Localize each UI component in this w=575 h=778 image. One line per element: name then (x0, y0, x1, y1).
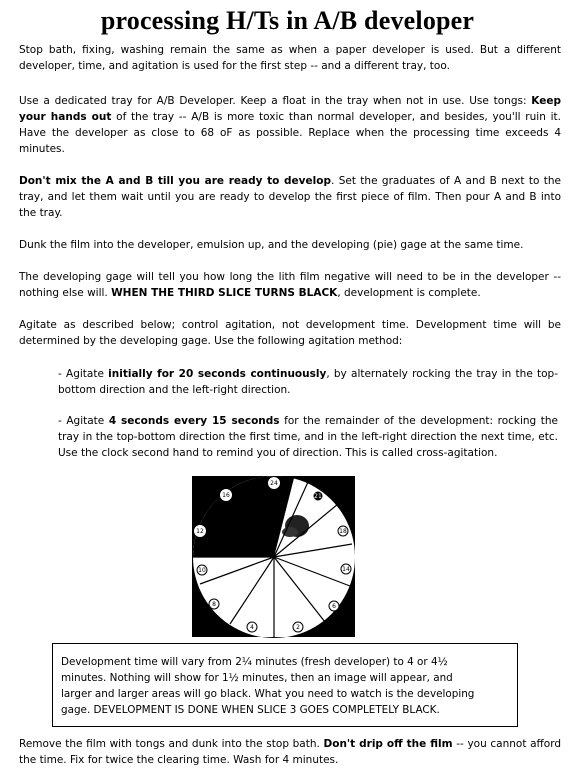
gage-number: 6 (332, 603, 336, 610)
dedicated-tray-paragraph (19, 93, 561, 157)
intro-paragraph: Stop bath, fixing, washing remain the same as when a paper developer is used. But a different developer, time, and agitation is used for the first step -- and a different tray, too. (19, 44, 561, 72)
note-line: larger and larger areas will go black. What you need to watch is the developing (61, 688, 475, 700)
emphasis-text: WHEN THE THIRD SLICE TURNS BLACK (111, 287, 338, 299)
text-run: - Agitate (58, 368, 109, 380)
emphasis-text: Don't drip off the film (323, 738, 453, 750)
development-time-note (52, 643, 518, 727)
emphasis-text: initially for 20 seconds continuously (108, 368, 327, 380)
gage-number: 12 (196, 528, 204, 535)
gage-paragraph (19, 269, 561, 301)
text-run: . Set the graduates of A and B next to the tray, and let them wait until you are ready to develop the first piece of film. Then pour A and B into the tray. (19, 175, 561, 219)
text-run: Use a dedicated tray for A/B Developer. Keep a float in the tray when not in use. Use tongs: (19, 95, 532, 107)
text-run: Remove the film with tongs and dunk into the stop bath. (19, 738, 324, 750)
gage-number: 10 (198, 567, 206, 574)
agitation-step-1 (58, 366, 558, 398)
developing-gage-image (190, 474, 357, 639)
emphasis-text: 4 seconds every 15 seconds (108, 415, 280, 427)
gage-number: 14 (342, 566, 350, 573)
gage-number: 4 (250, 624, 254, 631)
text-run: - Agitate (58, 415, 109, 427)
note-line: minutes. Nothing will show for 1½ minutes, then an image will appear, and (61, 672, 453, 684)
agitation-paragraph: Agitate as described below; control agitation, not development time. Development time will be determined by the developing gage. Use the following agitation method: (19, 319, 561, 347)
gage-number: 2 (296, 624, 300, 631)
text-run: for the remainder of the development: rocking the tray in the top-bottom direction the first time, and in the left-right direction the next time, etc. Use the clock second hand to remind you of direction. This is called cross-agitation. (58, 415, 559, 459)
text-run: -- you cannot afford the time. Fix for twice the clearing time. Wash for 4 minutes. (19, 738, 562, 766)
stop-bath-paragraph (19, 736, 561, 768)
agitation-step-2 (58, 413, 558, 461)
mixing-paragraph (19, 173, 561, 221)
gage-number: 16 (222, 492, 230, 499)
text-run: The developing gage will tell you how long the lith film negative will need to be in the developer -- nothing else will. (19, 271, 561, 299)
text-run: of the tray -- A/B is more toxic than normal developer, and besides, you'll ruin it. Have the developer as close to 68 oF as possible. Replace when the processing time exceeds 4 minutes. (19, 111, 561, 155)
gage-number: 8 (212, 601, 216, 608)
page-title: processing H/Ts in A/B developer (100, 6, 475, 35)
emphasis-text: Don't mix the A and B till you are ready to develop (19, 175, 331, 187)
gage-number: 18 (339, 528, 347, 535)
note-line: gage. DEVELOPMENT IS DONE WHEN SLICE 3 GOES COMPLETELY BLACK. (61, 704, 440, 716)
text-run: , development is complete. (337, 287, 481, 299)
text-run: , by alternately rocking the tray in the top-bottom direction and the left-right direction. (58, 368, 559, 396)
note-line: Development time will vary from 2¼ minutes (fresh developer) to 4 or 4½ (61, 656, 448, 668)
dunk-paragraph: Dunk the film into the developer, emulsion up, and the developing (pie) gage at the same time. (19, 239, 524, 251)
emphasis-text: Keep your hands out (19, 95, 561, 123)
gage-number: 24 (270, 480, 278, 487)
gage-number: 21 (314, 493, 322, 500)
